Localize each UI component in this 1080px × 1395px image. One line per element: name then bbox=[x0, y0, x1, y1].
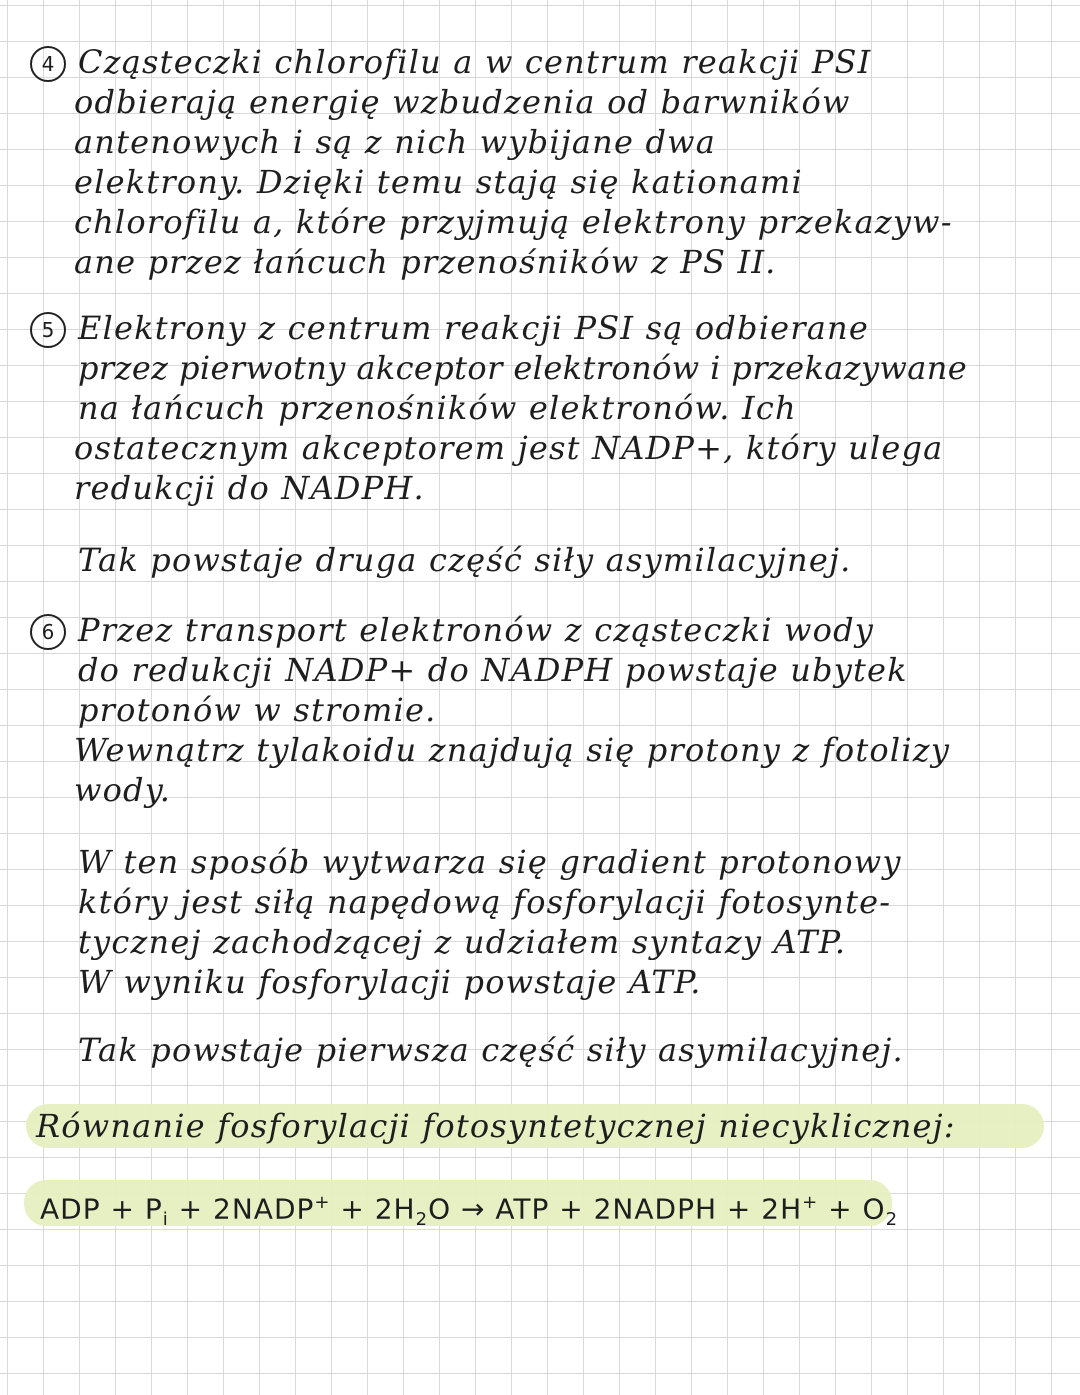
section-5-line-3: na łańcuch przenośników elektronów. Ich bbox=[78, 389, 797, 427]
section-5-line-5: redukcji do NADPH. bbox=[74, 469, 425, 507]
equation-part-5: + O bbox=[818, 1192, 886, 1226]
section-6-para2-line-3: tycznej zachodzącej z udziałem syntazy ATP. bbox=[78, 923, 847, 961]
section-number-5: 5 bbox=[30, 312, 66, 348]
section-4-line-2: odbierają energię wzbudzenia od barwników bbox=[74, 83, 851, 121]
section-4-line-4: elektrony. Dzięki temu stają się kationami bbox=[74, 163, 803, 201]
section-number-6: 6 bbox=[30, 614, 66, 650]
section-6-line-2: do redukcji NADP+ do NADPH powstaje ubytek bbox=[78, 651, 908, 689]
equation-sub-o2: 2 bbox=[885, 1208, 899, 1230]
equation-part-3: + 2H bbox=[330, 1192, 416, 1226]
section-6-line-3: protonów w stromie. bbox=[78, 691, 437, 729]
section-6-para2-line-4: W wyniku fosforylacji powstaje ATP. bbox=[78, 963, 702, 1001]
section-5-line-2: przez pierwotny akceptor elektronów i przekazywane bbox=[78, 349, 968, 387]
section-6-line-5: wody. bbox=[74, 771, 172, 809]
section-6-para2-line-2: który jest siłą napędową fosforylacji fotosynte- bbox=[78, 883, 892, 921]
section-4-line-5: chlorofilu a, które przyjmują elektrony przekazyw- bbox=[74, 203, 953, 241]
section-5-conclusion: Tak powstaje druga część siły asymilacyjnej. bbox=[78, 541, 852, 579]
section-5-line-4: ostatecznym akceptorem jest NADP+, który ulega bbox=[74, 429, 944, 467]
equation-sup-h: + bbox=[802, 1192, 819, 1213]
section-6-para2-line-1: W ten sposób wytwarza się gradient protonowy bbox=[78, 843, 902, 881]
section-number-4: 4 bbox=[30, 46, 66, 82]
section-4-line-6: ane przez łańcuch przenośników z PS II. bbox=[74, 243, 777, 281]
section-4-line-1: Cząsteczki chlorofilu a w centrum reakcji PSI bbox=[78, 43, 872, 81]
equation-part-1: ADP + P bbox=[40, 1192, 163, 1226]
equation bbox=[40, 1183, 898, 1240]
equation-sup-nadp: + bbox=[314, 1192, 331, 1213]
section-6-line-4: Wewnątrz tylakoidu znajdują się protony z fotolizy bbox=[74, 731, 951, 769]
equation-part-4: O → ATP + 2NADPH + 2H bbox=[428, 1192, 803, 1226]
equation-sub-i: i bbox=[162, 1208, 169, 1230]
section-6-conclusion: Tak powstaje pierwsza część siły asymilacyjnej. bbox=[78, 1031, 904, 1069]
equation-sub-h2o: 2 bbox=[415, 1208, 429, 1230]
equation-part-2: + 2NADP bbox=[168, 1192, 315, 1226]
section-4-line-3: antenowych i są z nich wybijane dwa bbox=[74, 123, 717, 161]
section-6-line-1: Przez transport elektronów z cząsteczki wody bbox=[78, 611, 875, 649]
section-5-line-1: Elektrony z centrum reakcji PSI są odbierane bbox=[78, 309, 870, 347]
equation-heading: Równanie fosforylacji fotosyntetycznej niecyklicznej: bbox=[36, 1107, 956, 1145]
